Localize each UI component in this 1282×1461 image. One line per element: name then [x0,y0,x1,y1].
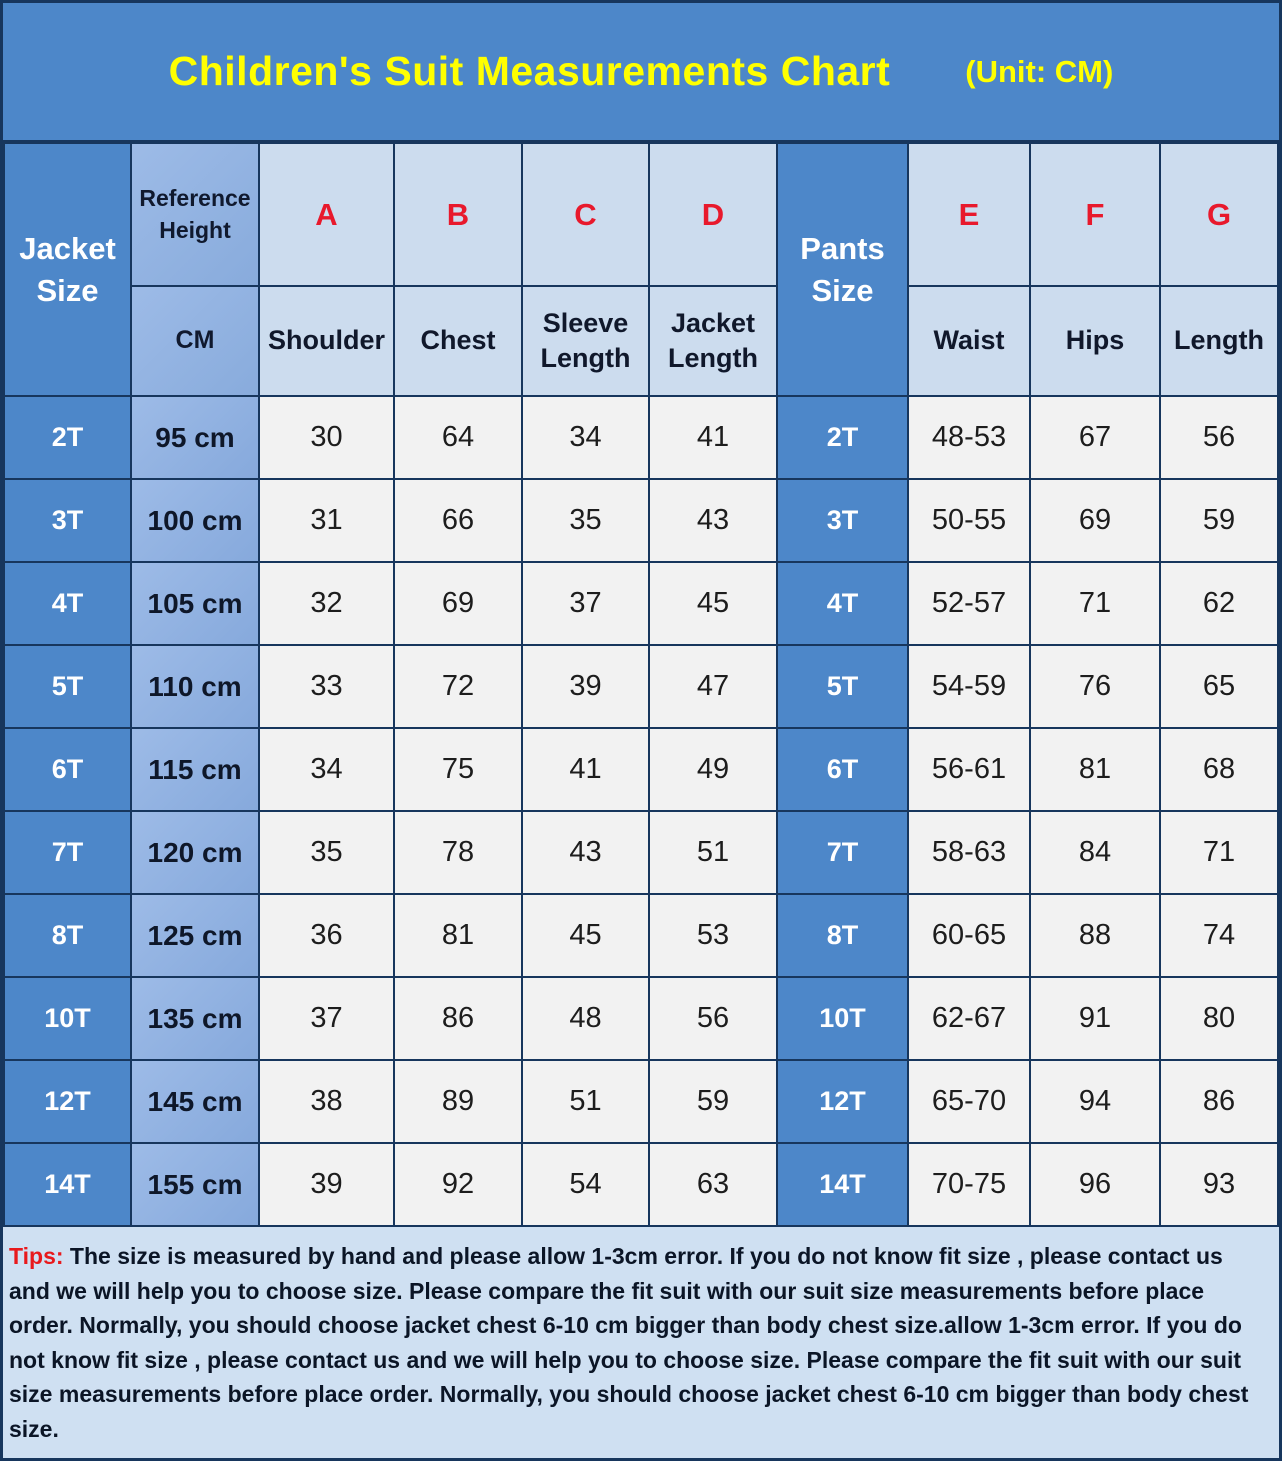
letter-g: G [1160,143,1278,286]
reference-height-cell: 110 cm [131,645,259,728]
waist-cell: 56-61 [908,728,1030,811]
letter-f: F [1030,143,1160,286]
waist-cell: 48-53 [908,396,1030,479]
banner [3,3,1279,142]
unit-label: (Unit: CM) [965,53,1114,89]
jacket-size-cell: 7T [4,811,131,894]
shoulder-header: Shoulder [259,286,394,396]
hips-cell: 67 [1030,396,1160,479]
sleeve-length-cell: 34 [522,396,649,479]
length-cell: 71 [1160,811,1278,894]
chest-cell: 81 [394,894,522,977]
length-cell: 74 [1160,894,1278,977]
jacket-length-cell: 51 [649,811,777,894]
jacket-size-cell: 8T [4,894,131,977]
sleeve-length-cell: 54 [522,1143,649,1226]
pants-size-cell: 6T [777,728,908,811]
jacket-size-cell: 6T [4,728,131,811]
waist-cell: 60-65 [908,894,1030,977]
table-row [4,811,1278,894]
pants-size-cell: 12T [777,1060,908,1143]
chest-cell: 78 [394,811,522,894]
shoulder-cell: 33 [259,645,394,728]
reference-height-cell: 120 cm [131,811,259,894]
waist-cell: 58-63 [908,811,1030,894]
length-cell: 80 [1160,977,1278,1060]
hips-cell: 71 [1030,562,1160,645]
waist-cell: 54-59 [908,645,1030,728]
waist-cell: 70-75 [908,1143,1030,1226]
jacket-size-cell: 10T [4,977,131,1060]
pants-size-cell: 14T [777,1143,908,1226]
reference-height-cell: 125 cm [131,894,259,977]
length-cell: 86 [1160,1060,1278,1143]
sleeve-length-cell: 39 [522,645,649,728]
length-header: Length [1160,286,1278,396]
reference-height-cell: 105 cm [131,562,259,645]
sleeve-length-cell: 35 [522,479,649,562]
letter-e: E [908,143,1030,286]
table-row [4,396,1278,479]
jacket-length-cell: 43 [649,479,777,562]
jacket-size-cell: 3T [4,479,131,562]
table-row [4,977,1278,1060]
hips-cell: 88 [1030,894,1160,977]
hips-cell: 91 [1030,977,1160,1060]
length-cell: 68 [1160,728,1278,811]
waist-header: Waist [908,286,1030,396]
shoulder-cell: 35 [259,811,394,894]
chart-title: Children's Suit Measurements Chart [168,48,891,94]
chest-cell: 89 [394,1060,522,1143]
waist-cell: 52-57 [908,562,1030,645]
reference-height-cell: 100 cm [131,479,259,562]
pants-size-cell: 4T [777,562,908,645]
jacket-length-cell: 59 [649,1060,777,1143]
jacket-length-cell: 49 [649,728,777,811]
hips-cell: 94 [1030,1060,1160,1143]
shoulder-cell: 36 [259,894,394,977]
cm-header: CM [131,286,259,396]
reference-height-cell: 115 cm [131,728,259,811]
jacket-length-header: Jacket Length [649,286,777,396]
letter-a: A [259,143,394,286]
hips-cell: 96 [1030,1143,1160,1226]
length-cell: 93 [1160,1143,1278,1226]
chest-cell: 86 [394,977,522,1060]
chest-header: Chest [394,286,522,396]
length-cell: 65 [1160,645,1278,728]
shoulder-cell: 32 [259,562,394,645]
jacket-length-cell: 45 [649,562,777,645]
chest-cell: 72 [394,645,522,728]
pants-size-cell: 2T [777,396,908,479]
tips-label: Tips: [9,1243,64,1269]
table-row [4,645,1278,728]
hips-cell: 76 [1030,645,1160,728]
chest-cell: 75 [394,728,522,811]
table-row [4,479,1278,562]
waist-cell: 62-67 [908,977,1030,1060]
shoulder-cell: 38 [259,1060,394,1143]
jacket-length-cell: 56 [649,977,777,1060]
letter-b: B [394,143,522,286]
shoulder-cell: 39 [259,1143,394,1226]
table-row [4,562,1278,645]
chest-cell: 92 [394,1143,522,1226]
length-cell: 59 [1160,479,1278,562]
letter-d: D [649,143,777,286]
waist-cell: 65-70 [908,1060,1030,1143]
letter-c: C [522,143,649,286]
shoulder-cell: 31 [259,479,394,562]
hips-cell: 84 [1030,811,1160,894]
pants-size-header: Pants Size [777,143,908,396]
tips-note [3,1227,1279,1458]
jacket-length-cell: 53 [649,894,777,977]
pants-size-cell: 10T [777,977,908,1060]
reference-height-cell: 155 cm [131,1143,259,1226]
pants-size-cell: 7T [777,811,908,894]
hips-header: Hips [1030,286,1160,396]
jacket-size-cell: 12T [4,1060,131,1143]
table-row [4,894,1278,977]
jacket-length-cell: 47 [649,645,777,728]
pants-size-cell: 5T [777,645,908,728]
reference-height-cell: 135 cm [131,977,259,1060]
tips-text: The size is measured by hand and please allow 1-3cm error. If you do not know fit size , please contact us and we will help you to choose size. Please compare the fit suit with our suit size measurements before place order. Normally, you should choose jacket chest 6-10 cm bigger than body chest size.allow 1-3cm error. If you do not know fit size , please contact us and we will help you to choose size. Please compare the fit suit with our suit size measurements before place order. Normally, you should choose jacket chest 6-10 cm bigger than body chest size. [9,1243,1249,1442]
sleeve-length-cell: 51 [522,1060,649,1143]
hips-cell: 69 [1030,479,1160,562]
sleeve-length-cell: 45 [522,894,649,977]
jacket-size-cell: 4T [4,562,131,645]
shoulder-cell: 30 [259,396,394,479]
shoulder-cell: 34 [259,728,394,811]
sleeve-length-cell: 48 [522,977,649,1060]
chest-cell: 66 [394,479,522,562]
jacket-size-cell: 5T [4,645,131,728]
table-row [4,728,1278,811]
jacket-size-cell: 14T [4,1143,131,1226]
reference-height-cell: 95 cm [131,396,259,479]
hips-cell: 81 [1030,728,1160,811]
pants-size-cell: 3T [777,479,908,562]
reference-height-header: Reference Height [131,143,259,286]
sleeve-length-header: Sleeve Length [522,286,649,396]
shoulder-cell: 37 [259,977,394,1060]
chest-cell: 64 [394,396,522,479]
jacket-length-cell: 63 [649,1143,777,1226]
reference-height-cell: 145 cm [131,1060,259,1143]
header-row-measures [4,286,1278,396]
jacket-size-header: Jacket Size [4,143,131,396]
length-cell: 62 [1160,562,1278,645]
jacket-size-cell: 2T [4,396,131,479]
sleeve-length-cell: 37 [522,562,649,645]
sleeve-length-cell: 41 [522,728,649,811]
header-row-letters [4,143,1278,286]
measurements-table [3,142,1279,1227]
jacket-length-cell: 41 [649,396,777,479]
sleeve-length-cell: 43 [522,811,649,894]
table-row [4,1143,1278,1226]
waist-cell: 50-55 [908,479,1030,562]
chest-cell: 69 [394,562,522,645]
length-cell: 56 [1160,396,1278,479]
table-row [4,1060,1278,1143]
pants-size-cell: 8T [777,894,908,977]
